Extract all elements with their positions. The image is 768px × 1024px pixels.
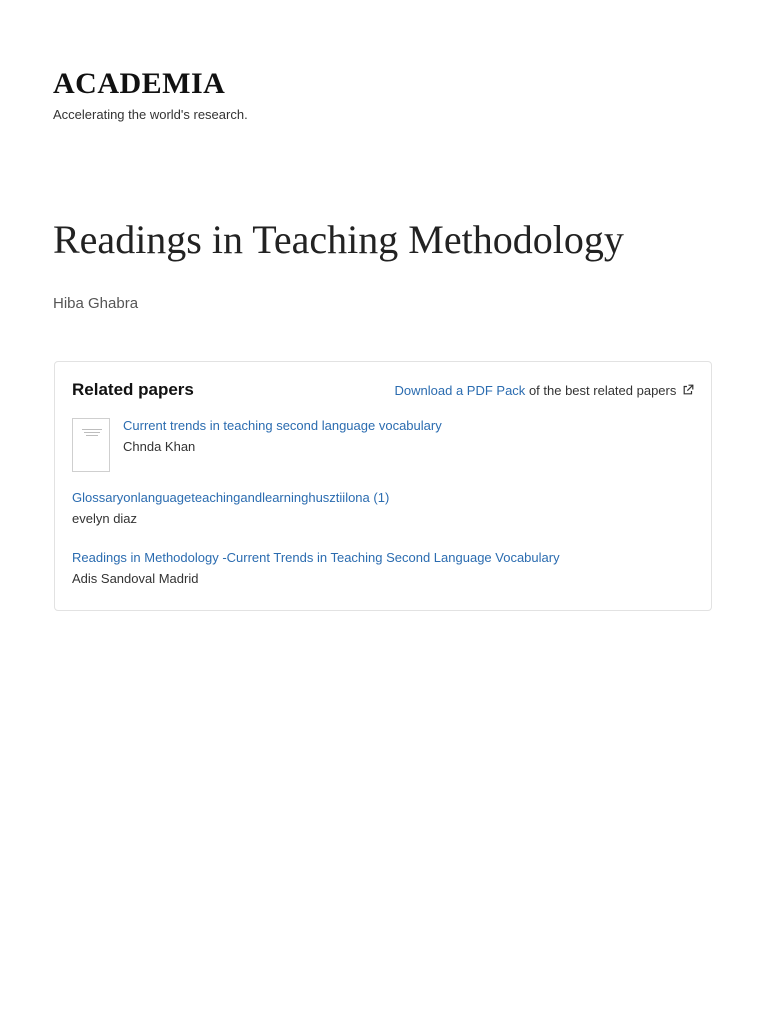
document-title: Readings in Teaching Methodology: [53, 217, 624, 262]
related-paper-title-link[interactable]: Current trends in teaching second language vocabulary: [123, 418, 442, 433]
document-author: Hiba Ghabra: [53, 295, 139, 312]
related-paper-title-link[interactable]: Readings in Methodology -Current Trends in Teaching Second Language Vocabulary: [72, 550, 560, 565]
related-paper-title-link[interactable]: Glossaryonlanguageteachingandlearninghusztiilona (1): [72, 490, 390, 505]
download-suffix-text: of the best related papers: [528, 383, 677, 398]
related-papers-heading: Related papers: [72, 380, 194, 399]
academia-logo: ACADEMIA: [53, 67, 226, 100]
download-pdf-pack-line: [395, 383, 694, 399]
related-paper-author: evelyn diaz: [72, 511, 138, 526]
related-paper-author: Adis Sandoval Madrid: [72, 571, 199, 586]
related-paper-author: Chnda Khan: [123, 439, 196, 454]
paper-thumbnail[interactable]: [72, 418, 110, 472]
download-pdf-pack-link[interactable]: Download a PDF Pack: [394, 383, 526, 398]
external-link-icon[interactable]: [682, 384, 694, 396]
related-papers-panel: [54, 361, 712, 611]
related-paper-item: [72, 490, 692, 527]
related-paper-item: [72, 550, 692, 587]
tagline: Accelerating the world's research.: [53, 107, 248, 122]
